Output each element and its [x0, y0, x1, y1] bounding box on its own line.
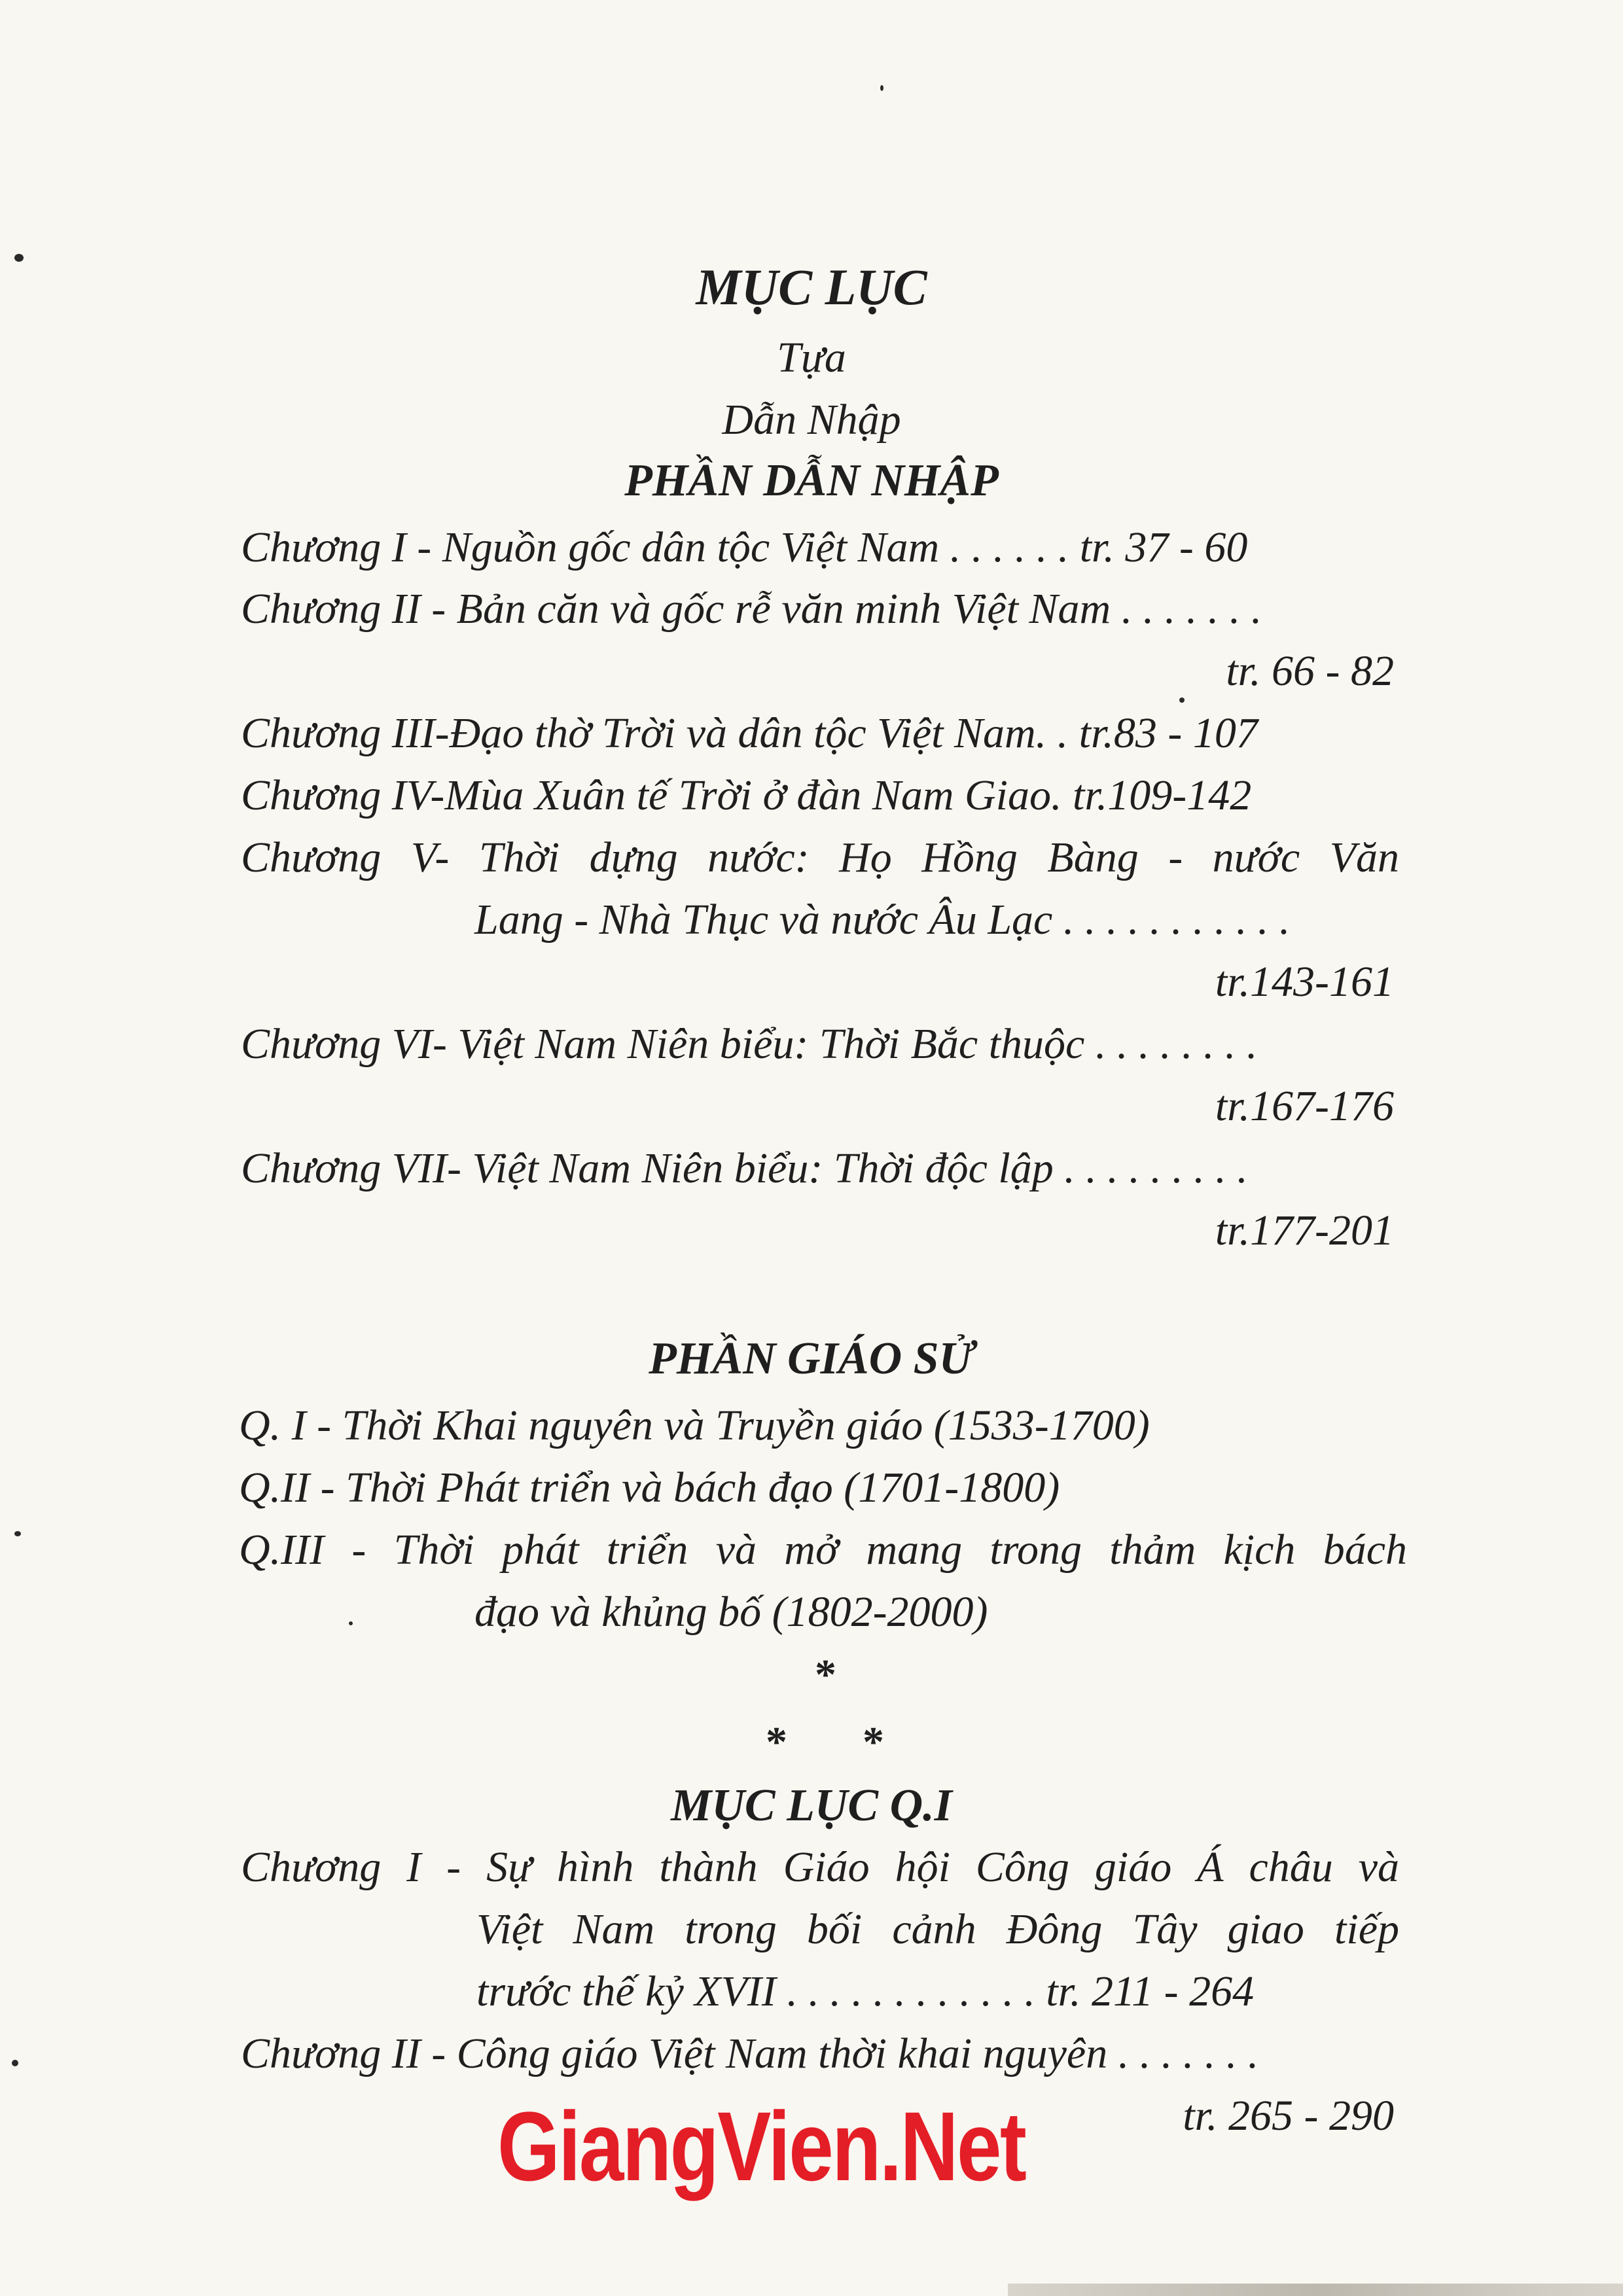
toc-entry-pages: tr.143-161 [1215, 958, 1394, 1006]
scan-speck [1179, 698, 1185, 703]
toc-entry: Chương II - Bản căn và gốc rễ văn minh Việt Nam . . . . . . . [241, 585, 1262, 633]
toc-entry: Chương VI- Việt Nam Niên biểu: Thời Bắc thuộc . . . . . . . . [241, 1020, 1258, 1068]
scan-speck [14, 254, 24, 262]
part-heading: PHẦN DẪN NHẬP [624, 455, 999, 506]
toc-entry: Chương I - Nguồn gốc dân tộc Việt Nam . . . . . . tr. 37 - 60 [241, 523, 1248, 571]
scan-speck [880, 85, 883, 91]
divider-star: * [766, 1718, 787, 1766]
scan-speck [349, 1621, 353, 1625]
divider-star: * [815, 1651, 836, 1699]
part-heading: MỤC LỤC Q.I [671, 1780, 952, 1831]
toc-entry-pages: tr. 265 - 290 [1183, 2092, 1394, 2140]
toc-entry-pages: tr.167-176 [1215, 1082, 1394, 1130]
front-dan-nhap: Dẫn Nhập [722, 396, 901, 444]
toc-entry-cont: trước thế kỷ XVII . . . . . . . . . . . . tr. 211 - 264 [476, 1968, 1255, 2015]
toc-entry: Q. I - Thời Khai nguyên và Truyền giáo (1533-1700) [239, 1402, 1150, 1449]
toc-entry: Chương V- Thời dựng nước: Họ Hồng Bàng - nước Văn [241, 834, 1399, 881]
toc-entry-cont: đạo và khủng bố (1802-2000) [474, 1588, 988, 1636]
front-tua: Tựa [777, 334, 846, 381]
scan-speck [14, 1531, 21, 1536]
page-title: MỤC LỤC [696, 258, 927, 315]
toc-entry-pages: tr. 66 - 82 [1226, 647, 1394, 695]
watermark-logo: GiangVien.Net [497, 2091, 1026, 2201]
scan-speck [12, 2060, 18, 2066]
scan-edge [1008, 2284, 1623, 2296]
toc-entry: Q.II - Thời Phát triển và bách đạo (1701-1800) [239, 1464, 1060, 1511]
toc-entry-pages: tr.177-201 [1215, 1207, 1394, 1254]
toc-entry-cont: Việt Nam trong bối cảnh Đông Tây giao tiếp [476, 1905, 1399, 1953]
toc-entry: Chương I - Sự hình thành Giáo hội Công giáo Á châu và [241, 1843, 1399, 1891]
toc-entry: Chương III-Đạo thờ Trời và dân tộc Việt Nam. . tr.83 - 107 [241, 709, 1258, 757]
toc-entry: Chương IV-Mùa Xuân tế Trời ở đàn Nam Giao. tr.109-142 [241, 771, 1252, 819]
toc-entry: Q.III - Thời phát triển và mở mang trong thảm kịch bách [239, 1526, 1407, 1574]
toc-entry: Chương VII- Việt Nam Niên biểu: Thời độc lập . . . . . . . . . [241, 1144, 1248, 1192]
divider-star: * [863, 1718, 884, 1766]
toc-entry: Chương II - Công giáo Việt Nam thời khai nguyên . . . . . . . [241, 2030, 1259, 2077]
part-heading: PHẦN GIÁO SỬ [649, 1333, 974, 1384]
toc-entry-cont: Lang - Nhà Thục và nước Âu Lạc . . . . . . . . . . . [474, 896, 1291, 944]
